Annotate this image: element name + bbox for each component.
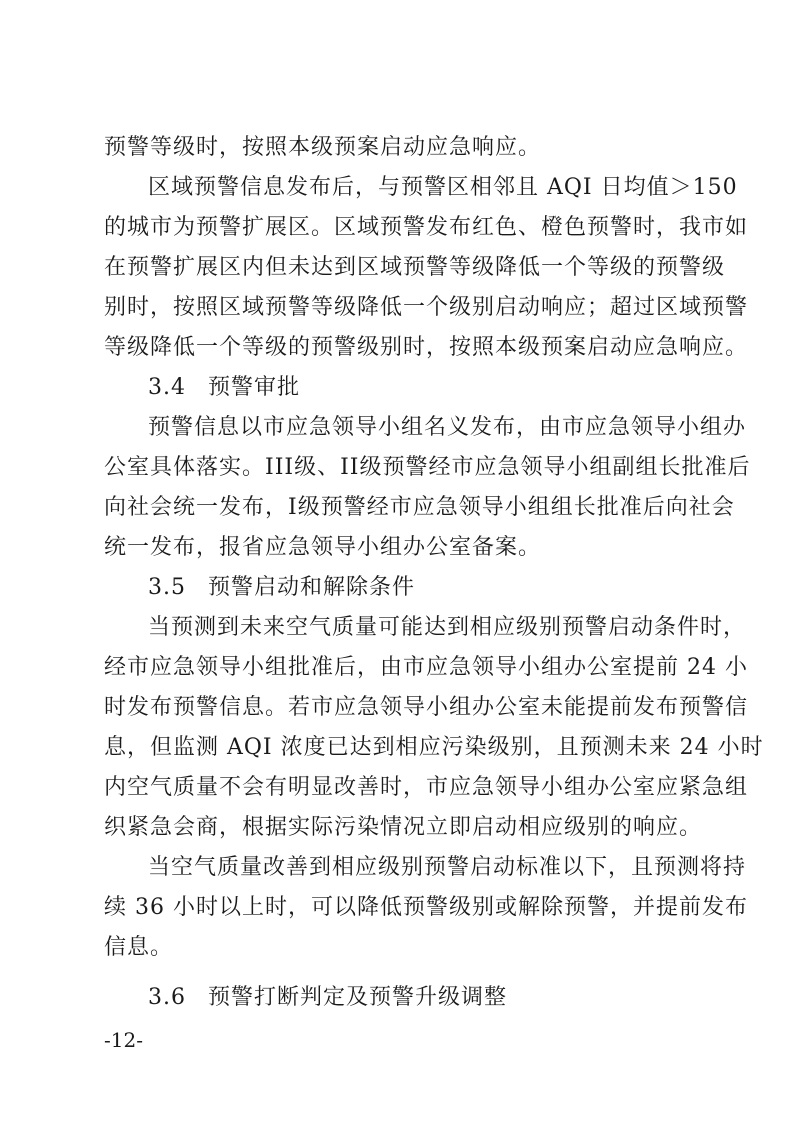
document-body — [104, 128, 764, 1018]
page-number: -12- — [104, 1028, 143, 1052]
paragraph-line: 续 36 小时以上时，可以降低预警级别或解除预警，并提前发布 — [104, 895, 748, 920]
section-heading-3-4 — [104, 368, 698, 408]
section-heading-3-6 — [104, 978, 698, 1018]
section-number: 3.6 — [148, 985, 186, 1010]
section-title: 预警打断判定及预警升级调整 — [208, 985, 508, 1010]
paragraph-line: 内空气质量不会有明显改善时，市应急领导小组办公室应紧急组 — [104, 775, 749, 800]
paragraph-line: 织紧急会商，根据实际污染情况立即启动相应级别的响应。 — [104, 815, 703, 840]
paragraph-line: 向社会统一发布，I级预警经市应急领导小组组长批准后向社会 — [104, 495, 735, 520]
paragraph-line: 在预警扩展区内但未达到区域预警等级降低一个等级的预警级 — [104, 255, 726, 280]
paragraph-line: 预警等级时，按照本级预案启动应急响应。 — [104, 135, 542, 160]
paragraph-line: 当预测到未来空气质量可能达到相应级别预警启动条件时， — [148, 615, 747, 640]
section-title: 预警审批 — [208, 375, 301, 400]
paragraph-line: 信息。 — [104, 935, 174, 960]
paragraph-line: 经市应急领导小组批准后，由市应急领导小组办公室提前 24 小 — [104, 655, 748, 680]
paragraph-line: 等级降低一个等级的预警级别时，按照本级预案启动应急响应。 — [104, 335, 749, 360]
paragraph-line: 统一发布，报省应急领导小组办公室备案。 — [104, 535, 542, 560]
paragraph-line: 别时，按照区域预警等级降低一个级别启动响应；超过区域预警 — [104, 295, 749, 320]
paragraph-line: 息，但监测 AQI 浓度已达到相应污染级别，且预测未来 24 小时 — [104, 735, 764, 760]
paragraph-line: 区域预警信息发布后，与预警区相邻且 AQI 日均值＞150 — [148, 175, 738, 200]
paragraph-line: 公室具体落实。III级、II级预警经市应急领导小组副组长批准后 — [104, 455, 751, 480]
paragraph-line: 时发布预警信息。若市应急领导小组办公室未能提前发布预警信 — [104, 695, 749, 720]
paragraph-line: 当空气质量改善到相应级别预警启动标准以下，且预测将持 — [148, 855, 747, 880]
section-heading-3-5 — [104, 568, 698, 608]
paragraph-line: 预警信息以市应急领导小组名义发布，由市应急领导小组办 — [148, 415, 747, 440]
section-number: 3.5 — [148, 575, 186, 600]
section-number: 3.4 — [148, 375, 186, 400]
paragraph-line: 的城市为预警扩展区。区域预警发布红色、橙色预警时，我市如 — [104, 215, 749, 240]
section-title: 预警启动和解除条件 — [208, 575, 416, 600]
